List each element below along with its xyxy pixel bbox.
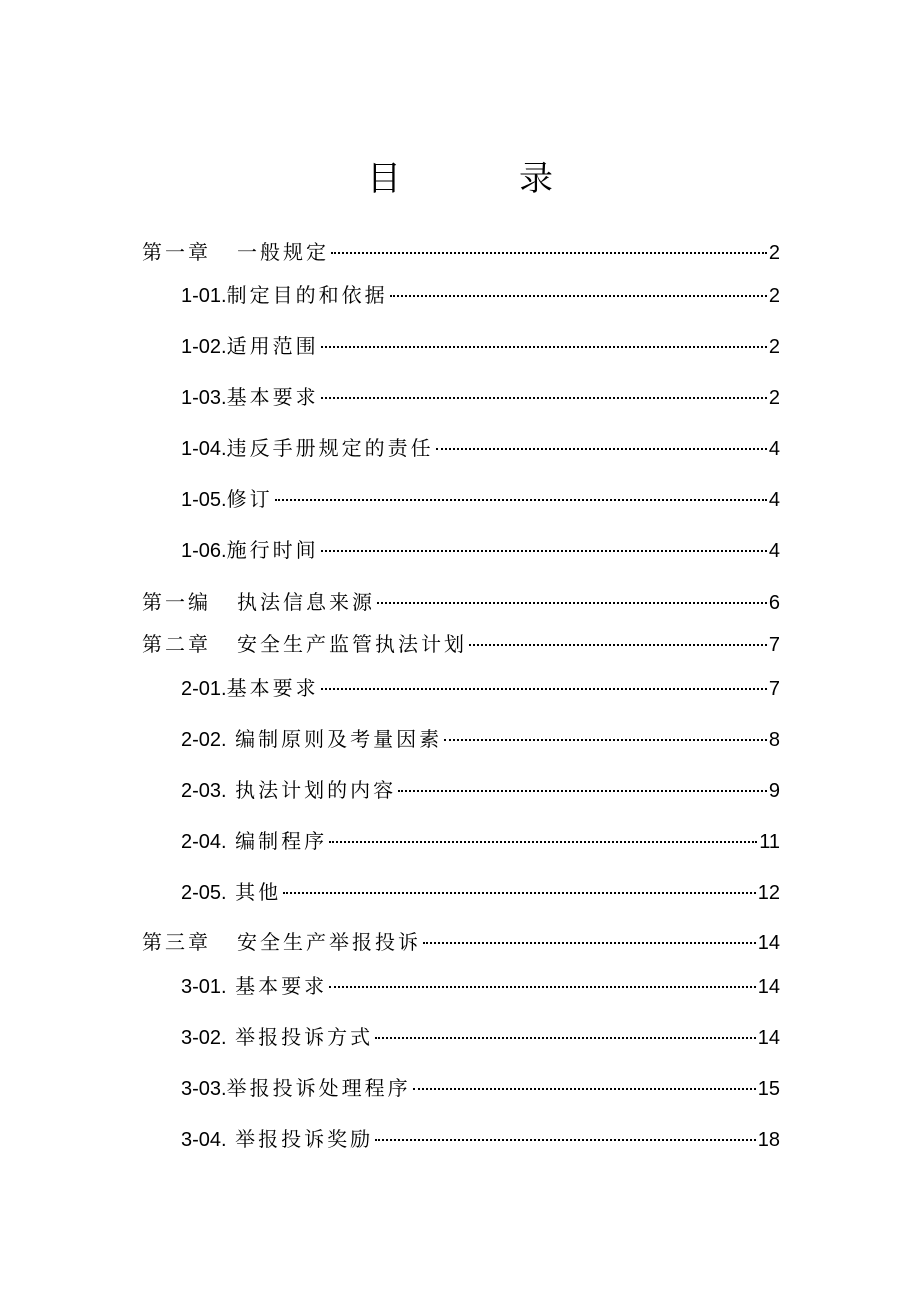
toc-entry-text: 制定目的和依据 xyxy=(226,285,388,307)
toc-entry[interactable] xyxy=(181,483,780,517)
toc-entry-page-number: 4 xyxy=(768,540,780,562)
toc-entry-text: 适用范围 xyxy=(226,336,319,358)
toc-entry-number: 2-02. xyxy=(181,729,227,751)
toc-dot-leader xyxy=(444,739,767,741)
toc-entry-label xyxy=(142,586,375,620)
toc-entry[interactable] xyxy=(181,876,780,910)
toc-entry-number: 3-03. xyxy=(181,1078,227,1100)
toc-entry-number: 1-02. xyxy=(181,336,227,358)
toc-entry[interactable] xyxy=(181,825,780,859)
toc-entry-label xyxy=(181,381,319,415)
toc-entry-label xyxy=(181,279,388,313)
toc-entry-number: 3-01. xyxy=(181,976,227,998)
toc-entry-label xyxy=(142,628,467,662)
toc-entry-number: 第一编 xyxy=(142,592,211,614)
toc-entry-label xyxy=(181,483,273,517)
toc-entry-text: 修订 xyxy=(226,489,273,511)
toc-entry-text: 基本要求 xyxy=(226,387,319,409)
toc-entry-gap xyxy=(211,628,237,662)
toc-entry[interactable] xyxy=(142,628,780,662)
toc-entry[interactable] xyxy=(181,1021,780,1055)
toc-entry[interactable] xyxy=(181,381,780,415)
toc-entry-gap xyxy=(227,1129,236,1151)
toc-entry-number: 1-05. xyxy=(181,489,227,511)
toc-entry-number: 2-04. xyxy=(181,831,227,853)
toc-entry-text: 编制原则及考量因素 xyxy=(235,729,443,751)
toc-entry[interactable] xyxy=(142,236,780,270)
toc-entry[interactable] xyxy=(181,774,780,808)
toc-entry-label xyxy=(181,1072,411,1106)
toc-entry-gap xyxy=(227,729,236,751)
toc-entry-gap xyxy=(211,926,237,960)
toc-dot-leader xyxy=(283,892,756,894)
toc-entry-page-number: 12 xyxy=(757,882,780,904)
toc-entry-text: 编制程序 xyxy=(235,831,328,853)
toc-dot-leader xyxy=(321,688,767,690)
toc-entry-number: 2-01. xyxy=(181,678,227,700)
toc-entry[interactable] xyxy=(181,723,780,757)
toc-entry-number: 第二章 xyxy=(142,634,211,656)
toc-entry-text: 执法计划的内容 xyxy=(235,780,397,802)
toc-dot-leader xyxy=(331,252,767,254)
toc-entry-page-number: 11 xyxy=(759,831,780,853)
toc-entry[interactable] xyxy=(181,1072,780,1106)
toc-entry-label xyxy=(181,876,281,910)
toc-entry-page-number: 14 xyxy=(757,976,780,998)
toc-dot-leader xyxy=(329,986,756,988)
toc-entry-number: 1-04. xyxy=(181,438,227,460)
toc-entry-text: 执法信息来源 xyxy=(237,592,375,614)
toc-entry-page-number: 2 xyxy=(768,336,780,358)
toc-entry[interactable] xyxy=(181,279,780,313)
toc-entry-text: 其他 xyxy=(235,882,282,904)
toc-dot-leader xyxy=(321,397,767,399)
toc-entry-gap xyxy=(227,882,236,904)
toc-entry-text: 违反手册规定的责任 xyxy=(226,438,434,460)
toc-title: 目 录 xyxy=(367,159,595,199)
toc-entry-text: 施行时间 xyxy=(226,540,319,562)
toc-entry-page-number: 18 xyxy=(757,1129,780,1151)
toc-entry-label xyxy=(181,1021,373,1055)
toc-dot-leader xyxy=(469,644,767,646)
toc-dot-leader xyxy=(423,942,756,944)
toc-entry-text: 举报投诉奖励 xyxy=(235,1129,374,1151)
toc-entry-page-number: 7 xyxy=(768,634,780,656)
toc-entry-number: 3-02. xyxy=(181,1027,227,1049)
toc-entry-label xyxy=(181,1123,373,1157)
toc-entry-gap xyxy=(227,1027,236,1049)
toc-entry-label xyxy=(181,432,434,466)
toc-entry[interactable] xyxy=(181,672,780,706)
toc-dot-leader xyxy=(377,602,767,604)
toc-entry[interactable] xyxy=(181,432,780,466)
toc-entry-page-number: 9 xyxy=(768,780,780,802)
toc-entry-page-number: 2 xyxy=(768,242,780,264)
toc-entry-page-number: 2 xyxy=(768,387,780,409)
toc-entry[interactable] xyxy=(181,534,780,568)
toc-entry-gap xyxy=(227,976,236,998)
toc-entry-page-number: 14 xyxy=(757,1027,780,1049)
toc-dot-leader xyxy=(321,346,767,348)
toc-entry-text: 举报投诉处理程序 xyxy=(226,1078,411,1100)
toc-entry-gap xyxy=(227,831,236,853)
toc-entry-label xyxy=(181,534,319,568)
toc-entry-label xyxy=(181,825,327,859)
toc-entry-page-number: 4 xyxy=(768,438,780,460)
toc-entry-number: 1-06. xyxy=(181,540,227,562)
toc-entry-label xyxy=(142,236,329,270)
toc-entry-text: 举报投诉方式 xyxy=(235,1027,374,1049)
toc-entry[interactable] xyxy=(142,586,780,620)
toc-entry-page-number: 14 xyxy=(757,932,780,954)
toc-entry-gap xyxy=(211,586,237,620)
toc-entry-label xyxy=(181,774,396,808)
toc-entry[interactable] xyxy=(142,926,780,960)
toc-entry-text: 一般规定 xyxy=(237,242,329,264)
toc-entry-page-number: 7 xyxy=(768,678,780,700)
toc-entry-number: 第一章 xyxy=(142,242,211,264)
toc-dot-leader xyxy=(275,499,767,501)
toc-entry-number: 2-03. xyxy=(181,780,227,802)
toc-entry-number: 2-05. xyxy=(181,882,227,904)
toc-entry-label xyxy=(181,672,319,706)
toc-entry-page-number: 15 xyxy=(757,1078,780,1100)
toc-entry-text: 基本要求 xyxy=(235,976,328,998)
toc-entry-text: 安全生产举报投诉 xyxy=(237,932,421,954)
toc-entry-label xyxy=(181,330,319,364)
toc-entry-gap xyxy=(227,780,236,802)
toc-dot-leader xyxy=(375,1037,756,1039)
toc-entry-number: 1-01. xyxy=(181,285,227,307)
toc-dot-leader xyxy=(413,1088,756,1090)
toc-dot-leader xyxy=(375,1139,756,1141)
toc-entry-label xyxy=(142,926,421,960)
toc-dot-leader xyxy=(436,448,767,450)
toc-entry-text: 基本要求 xyxy=(226,678,319,700)
toc-entry[interactable] xyxy=(181,970,780,1004)
toc-entry-label xyxy=(181,723,442,757)
toc-entry[interactable] xyxy=(181,1123,780,1157)
toc-dot-leader xyxy=(390,295,767,297)
toc-dot-leader xyxy=(398,790,767,792)
toc-entry-page-number: 6 xyxy=(768,592,780,614)
toc-entry-label xyxy=(181,970,327,1004)
toc-entry-page-number: 4 xyxy=(768,489,780,511)
toc-dot-leader xyxy=(329,841,757,843)
toc-entry-page-number: 2 xyxy=(768,285,780,307)
toc-entry-number: 3-04. xyxy=(181,1129,227,1151)
toc-entry[interactable] xyxy=(181,330,780,364)
toc-dot-leader xyxy=(321,550,767,552)
toc-entry-gap xyxy=(211,236,237,270)
toc-entry-number: 第三章 xyxy=(142,932,211,954)
toc-entry-page-number: 8 xyxy=(768,729,780,751)
toc-entry-number: 1-03. xyxy=(181,387,227,409)
toc-entry-text: 安全生产监管执法计划 xyxy=(237,634,467,656)
